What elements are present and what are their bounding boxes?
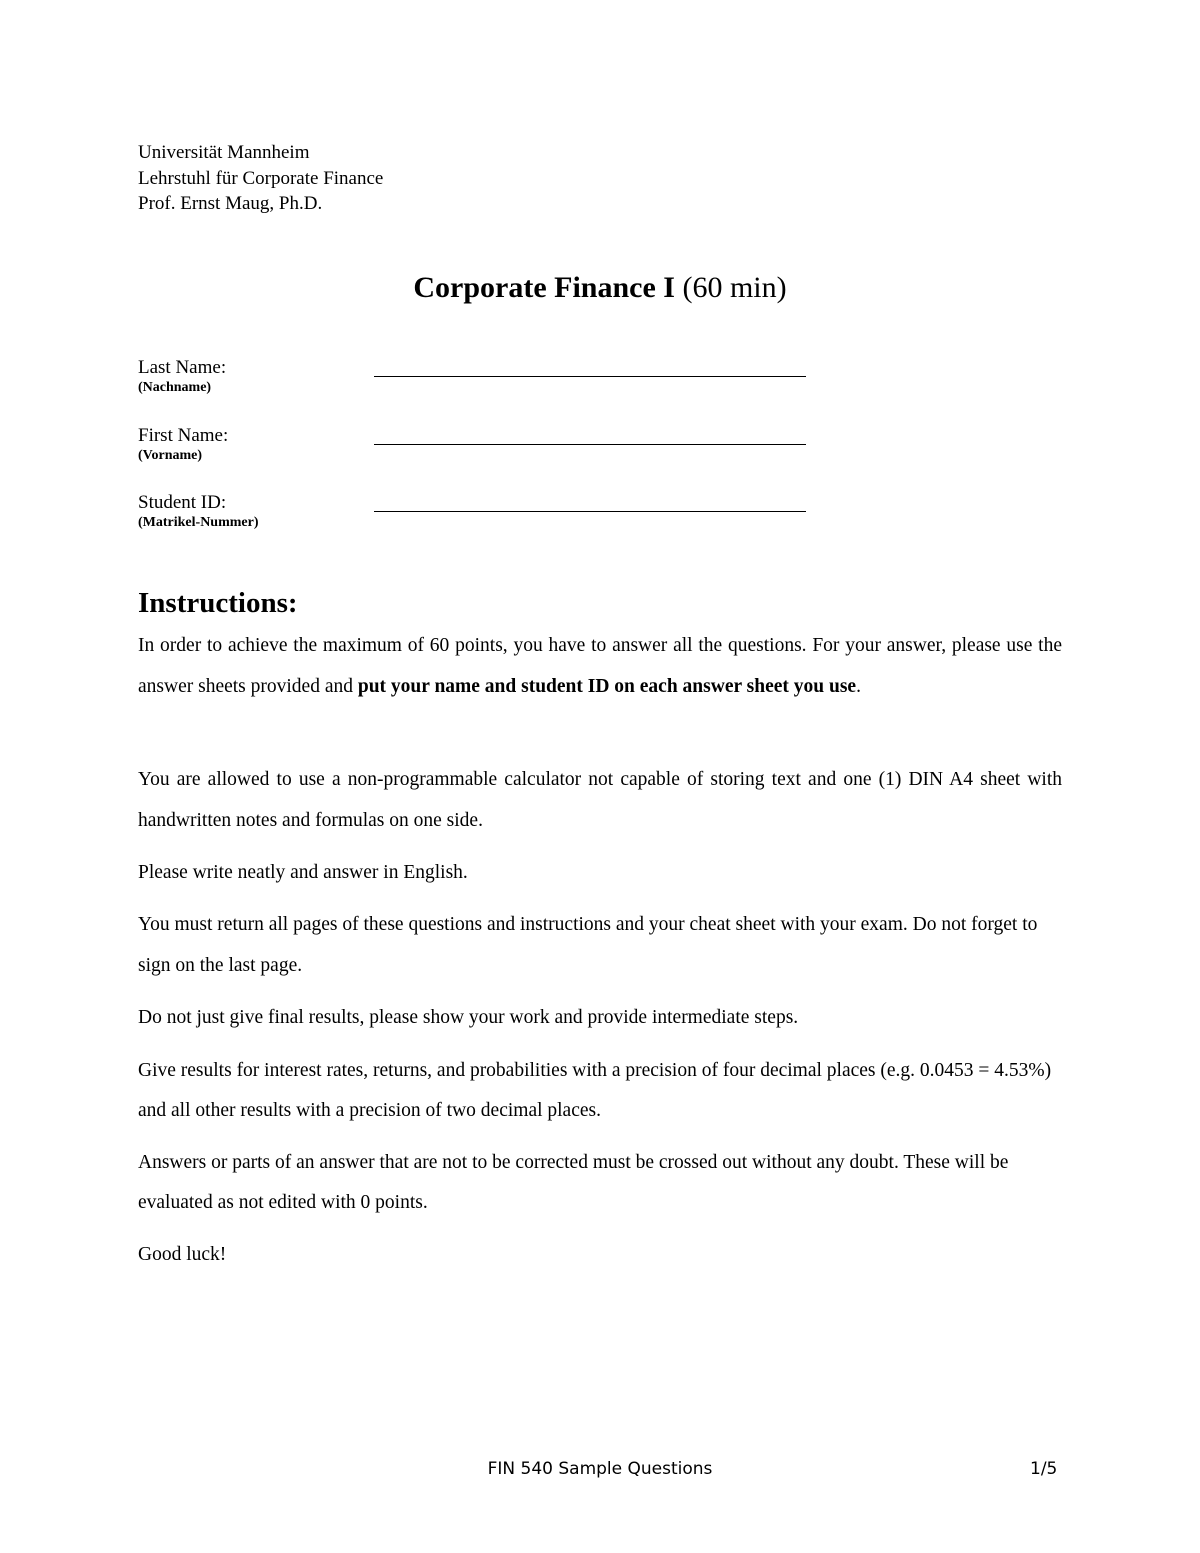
good-luck-text: Good luck! bbox=[138, 1244, 227, 1265]
instructions-heading: Instructions: bbox=[138, 587, 298, 619]
instruction-points-emphasis: put your name and student ID on each answer sheet you use bbox=[357, 675, 857, 697]
first-name-field bbox=[138, 424, 818, 474]
last-name-field bbox=[138, 356, 818, 406]
last-name-blank-line bbox=[374, 376, 806, 377]
chair-name: Lehrstuhl für Corporate Finance bbox=[138, 167, 384, 189]
instruction-paragraph-crossed-out: Answers or parts of an answer that are not to be corrected must be crossed out without any doubt. These will be evaluated as not edited with 0 points. bbox=[138, 1152, 1009, 1213]
instruction-points-period: . bbox=[856, 675, 861, 697]
last-name-label: Last Name: bbox=[138, 357, 227, 378]
first-name-label: First Name: bbox=[138, 425, 229, 446]
student-id-label: Student ID: bbox=[138, 492, 227, 513]
course-name: Corporate Finance I bbox=[413, 271, 675, 304]
first-name-sublabel: (Vorname) bbox=[138, 448, 203, 463]
instruction-paragraph-points bbox=[138, 626, 1062, 707]
instruction-paragraph-precision: Give results for interest rates, returns, and probabilities with a precision of four decimal places (e.g. 0.0453 = 4.53%) and all other results with a precision of two decimal places. bbox=[138, 1060, 1052, 1121]
exam-duration: (60 min) bbox=[682, 271, 787, 304]
instruction-paragraph-return: You must return all pages of these questions and instructions and your cheat sheet with your exam. Do not forget to sign on the last page. bbox=[138, 914, 1038, 976]
student-id-blank-line bbox=[374, 511, 806, 512]
footer-course-label: FIN 540 Sample Questions bbox=[487, 1459, 713, 1479]
student-id-sublabel: (Matrikel-Nummer) bbox=[138, 515, 259, 530]
professor-name: Prof. Ernst Maug, Ph.D. bbox=[138, 193, 323, 214]
instruction-paragraph-work: Do not just give final results, please show your work and provide intermediate steps. bbox=[138, 1007, 799, 1028]
student-id-field bbox=[138, 491, 818, 541]
footer-page-number: 1/5 bbox=[1030, 1459, 1058, 1479]
institution-header bbox=[138, 140, 383, 217]
exam-title bbox=[0, 268, 1200, 308]
last-name-sublabel: (Nachname) bbox=[138, 380, 212, 395]
university-name: Universität Mannheim bbox=[138, 142, 310, 163]
instruction-points-text: In order to achieve the maximum of 60 points, you have to answer all the questions. For your answer, please use the answer sheets provided and bbox=[138, 635, 1062, 697]
instruction-paragraph-calculator: You are allowed to use a non-programmable calculator not capable of storing text and one (1) DIN A4 sheet with handwritten notes and formulas on one side. bbox=[138, 769, 1062, 831]
instruction-paragraph-english: Please write neatly and answer in English. bbox=[138, 862, 468, 883]
first-name-blank-line bbox=[374, 444, 806, 445]
